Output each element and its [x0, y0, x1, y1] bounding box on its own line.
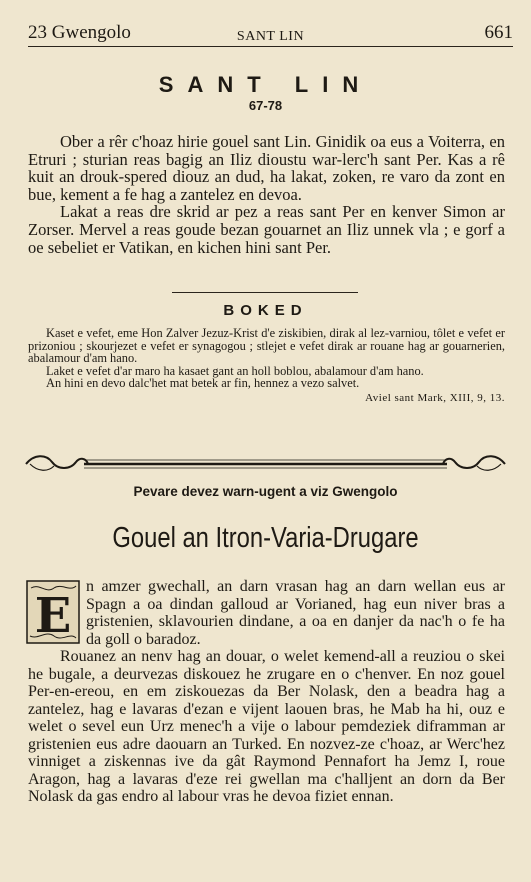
ornamental-divider	[24, 452, 507, 476]
boked-paragraph-2: Laket e vefet d'ar maro ha kasaet gant an holl boblou, abalamour d'am hano.	[46, 363, 424, 378]
saint-title: SANT LIN	[158, 72, 373, 97]
date-heading: Pevare devez warn-ugent a viz Gwengolo	[133, 484, 398, 499]
header-date: 23 Gwengolo	[28, 22, 131, 43]
boked-heading: BOKED	[223, 302, 308, 319]
dropcap-e	[26, 580, 80, 644]
boked-paragraph-1: Kaset e vefet, eme Hon Zalver Jezuz-Krist d'e ziskibien, dirak al lez-varniou, tôlet e vefet er prizoniou ; skourjezet e vefet er synagogou ; stlejet e vefet dirak ar rouane hag ar gouarnerien, abalamour d'am hano.	[28, 326, 505, 366]
saint-paragraph-1: Ober a rêr c'hoaz hirie gouel sant Lin. Ginidik oa eus a Voiterra, en Etruri ; sturian reas bagig an Iliz dioustu war-lerc'h sant Per. Kas a rê kuit an drouk-spered diouz an dud, ha lakat, zoken, re varo da zont en bue, kement a fe hag a zantelez en devoa.	[28, 132, 505, 204]
dropcap-letter: E	[34, 588, 72, 644]
page-number: 661	[484, 22, 513, 43]
boked-paragraph-3: An hini en devo dalc'het mat betek ar fin, hennez a vezo salvet.	[46, 376, 360, 391]
feast-title: Gouel an Itron-Varia-Drugare	[112, 522, 419, 554]
divider-rule	[172, 292, 358, 293]
header-title: SANT LIN	[236, 29, 305, 44]
running-header	[28, 22, 513, 47]
boked-text	[28, 327, 505, 405]
saint-text	[28, 133, 505, 256]
gospel-reference: Aviel sant Mark, XIII, 9, 13.	[365, 391, 505, 404]
saint-paragraph-2: Lakat a reas dre skrid ar pez a reas sant Per en kenver Simon ar Zorser. Mervel a reas goude bezan gouarnet an Iliz unnek vla ; e gorf a oe sebeliet er Vatikan, en kichen hini sant Per.	[28, 202, 505, 257]
saint-years: 67-78	[248, 98, 283, 113]
feast-paragraph-1	[28, 578, 505, 648]
feast-text	[28, 578, 505, 806]
feast-paragraph-1-text: n amzer gwechall, an darn vrasan hag an darn wellan eus ar Spagn a oa dindan galloud ar Vorianed, hag eun niver bras a gristenien, sklavourien dindane, a oa en danjer da nac'h o fe ha da goll o baradoz.	[86, 578, 505, 648]
feast-paragraph-2: Rouanez an nenv hag an douar, o welet kemend-all a reuziou o skei he bugale, a deurvezas diskouez he zrugare en o c'henver. En noz gouel Per-en-ereou, en em ziskouezas da Ber Nolask, den a beadra hag a zantelez, hag e lavaras d'ezan e vijent laouen bras, he Mab ha hi, ouz e welet o sevel eun Urz menec'h a vije o labour pemdeziek diframman ar gristenien eus adre daouarn an Turked. En nozvez-ze c'hoaz, ar Werc'hez vinniget a ziskennas ive da gât Raymond Pennafort ha Jemz I, roue Aragon, hag a lavaras d'eze rei gwellan ma c'halljent an dorn da Ber Nolask da gas endro al labour vras he devoa fiziet ennan.	[28, 648, 505, 805]
